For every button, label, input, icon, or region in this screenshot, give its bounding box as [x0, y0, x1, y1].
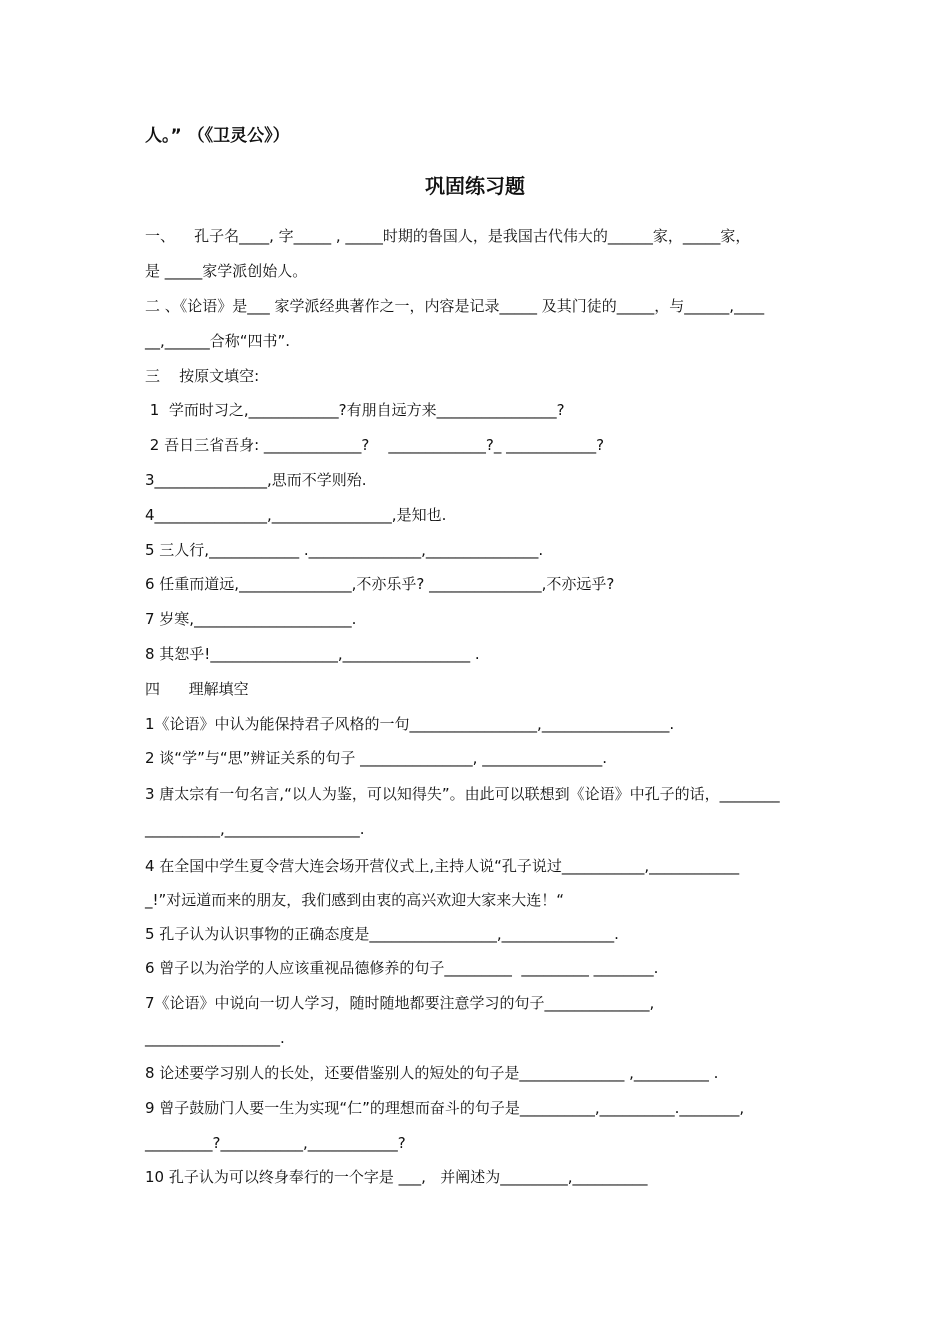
text-line: 6 曾子以为治学的人应该重视品德修养的句子_________ _________ ________. [145, 959, 659, 977]
text-line: __________,__________________. [145, 820, 365, 838]
text-line: 3_______________,思而不学则殆. [145, 471, 367, 489]
text-line: 一、 孔子名____, 字_____ , _____时期的鲁国人，是我国古代伟大的______家，_____家， [145, 227, 751, 245]
header-line: 人。” （《卫灵公》） [145, 126, 290, 146]
text-line: 10 孔子认为可以终身奉行的一个字是 ___, 并阐述为_________,__________ [145, 1168, 648, 1186]
text-line: 1 学而时习之,____________?有朋自远方来________________? [145, 401, 565, 419]
text-line: 3 唐太宗有一句名言,“以人为鉴，可以知得失”。由此可以联想到《论语》中孔子的话，________ [145, 785, 780, 803]
text-line: _________?___________,____________? [145, 1134, 406, 1152]
text-line: __,______合称“四书”. [145, 332, 291, 350]
text-line: _!”对远道而来的朋友，我们感到由衷的高兴欢迎大家来大连！“ [145, 891, 565, 909]
text-line: 2 谈“学”与“思”辨证关系的句子 _______________, ________________. [145, 749, 607, 767]
section-heading: 四 理解填空 [145, 680, 249, 698]
text-line: 8 论述要学习别人的长处，还要借鉴别人的短处的句子是______________ ,__________ . [145, 1064, 719, 1082]
text-line: 9 曾子鼓励门人要一生为实现“仁”的理想而奋斗的句子是__________,__________.________, [145, 1099, 745, 1117]
text-line: 1《论语》中认为能保持君子风格的一句_________________,_________________. [145, 715, 675, 733]
page-title: 巩固练习题 [425, 174, 525, 198]
text-line: 5 孔子认为认识事物的正确态度是_________________,_______________. [145, 925, 619, 943]
text-line: __________________. [145, 1029, 285, 1047]
section-heading: 三 按原文填空: [145, 367, 260, 385]
text-line: 7《论语》中说向一切人学习，随时随地都要注意学习的句子______________, [145, 994, 655, 1012]
text-line: 是 _____家学派创始人。 [145, 262, 308, 280]
text-line: 2 吾日三省吾身: _____________? _____________?_ ____________? [145, 436, 605, 454]
text-line: 二 、《论语》是___ 家学派经典著作之一，内容是记录_____ 及其门徒的_____，与______,____ [145, 297, 765, 315]
text-line: 8 其恕乎!_________________,_________________ . [145, 645, 480, 663]
text-line: 4 在全国中学生夏令营大连会场开营仪式上,主持人说“孔子说过___________,____________ [145, 857, 740, 875]
text-line: 5 三人行,____________ ._______________,_______________. [145, 541, 544, 559]
text-line: 7 岁寒,_____________________. [145, 610, 357, 628]
text-line: 6 任重而道远,_______________,不亦乐乎? _______________,不亦远乎? [145, 575, 615, 593]
text-line: 4_______________,________________,是知也. [145, 506, 447, 524]
